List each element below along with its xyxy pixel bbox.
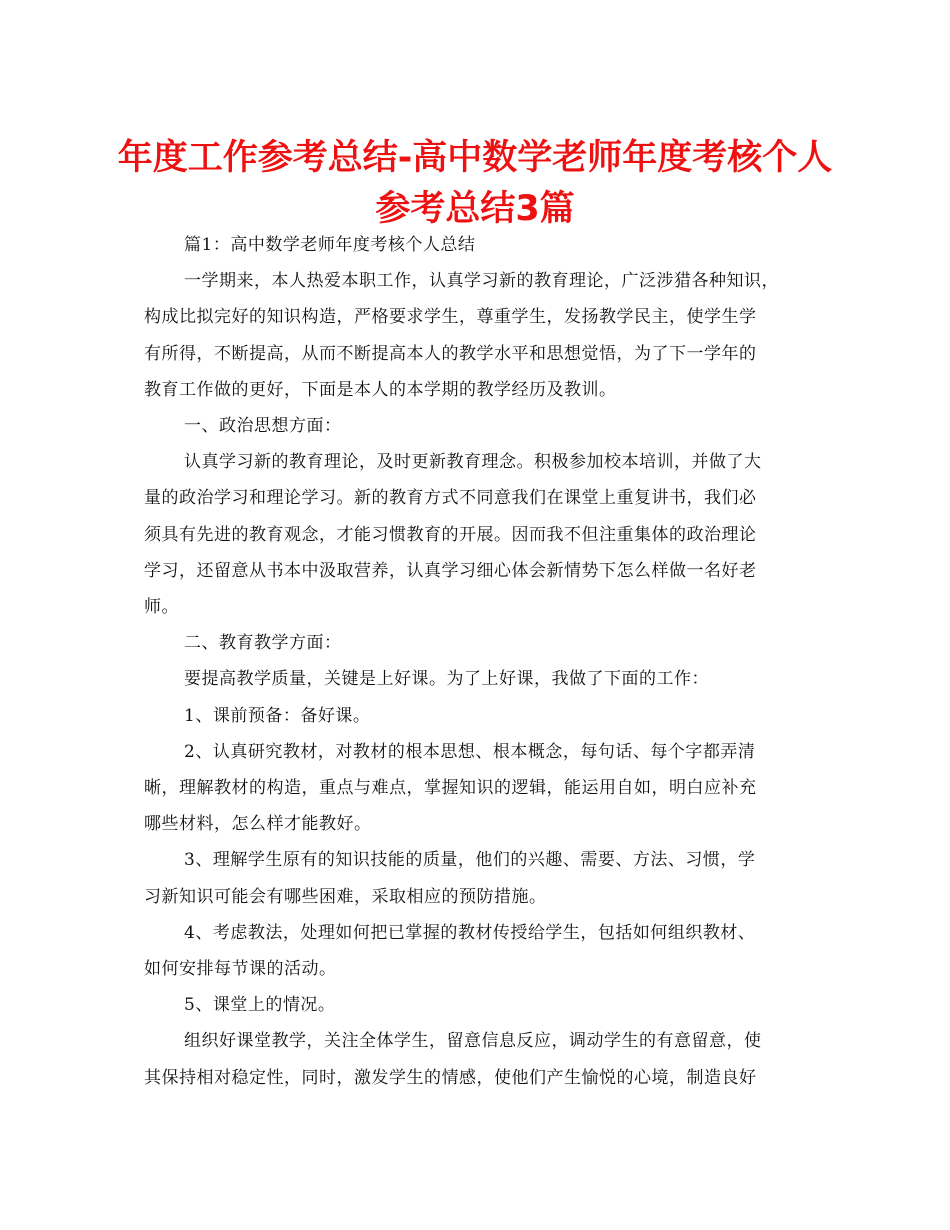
body-line: 二、教育教学方面： <box>184 633 342 654</box>
body-line: 构成比拟完好的知识构造，严格要求学生，尊重学生，发扬教学民主，使学生学 <box>144 307 757 328</box>
body-line: 教育工作做的更好，下面是本人的本学期的教学经历及教训。 <box>144 379 617 400</box>
body-line: 5、课堂上的情况。 <box>184 995 336 1016</box>
body-line: 一、政治思想方面： <box>184 416 342 436</box>
document-title-line-1: 年度工作参考总结-高中数学老师年度考核个人 <box>117 138 833 178</box>
body-line: 晰，理解教材的构造，重点与难点，掌握知识的逻辑，能运用自如，明白应补充 <box>144 778 757 798</box>
body-line: 如何安排每节课的活动。 <box>144 959 337 979</box>
body-line: 哪些材料，怎么样才能教好。 <box>144 814 372 835</box>
document-body <box>144 0 814 1230</box>
body-line: 须具有先进的教育观念，才能习惯教育的开展。因而我不但注重集体的政治理论 <box>144 524 757 545</box>
body-line: 师。 <box>144 597 179 617</box>
body-line: 1、课前预备：备好课。 <box>184 705 371 726</box>
body-line: 2、认真研究教材，对教材的根本思想、根本概念，每句话、每个字都弄清 <box>184 741 756 762</box>
body-line: 一学期来，本人热爱本职工作，认真学习新的教育理论，广泛涉猎各种知识， <box>184 271 779 292</box>
body-line: 认真学习新的教育理论，及时更新教育理念。积极参加校本培训，并做了大 <box>184 452 762 473</box>
body-line: 有所得，不断提高，从而不断提高本人的教学水平和思想觉悟，为了下一学年的 <box>144 343 757 364</box>
body-line: 其保持相对稳定性，同时，激发学生的情感，使他们产生愉悦的心境，制造良好 <box>144 1067 757 1088</box>
document-title-line-2: 参考总结3篇 <box>375 189 575 229</box>
body-line: 篇1：高中数学老师年度考核个人总结 <box>184 235 476 255</box>
body-line: 量的政治学习和理论学习。新的教育方式不同意我们在课堂上重复讲书，我们必 <box>144 488 757 509</box>
body-line: 4、考虑教法，处理如何把已掌握的教材传授给学生，包括如何组织教材、 <box>184 922 756 943</box>
body-line: 习新知识可能会有哪些困难，采取相应的预防措施。 <box>144 886 547 907</box>
body-line: 要提高教学质量，关键是上好课。为了上好课，我做了下面的工作： <box>184 669 709 690</box>
body-line: 3、理解学生原有的知识技能的质量，他们的兴趣、需要、方法、习惯，学 <box>184 850 756 871</box>
body-line: 学习，还留意从书本中汲取营养，认真学习细心体会新情势下怎么样做一名好老 <box>144 560 757 581</box>
body-line: 组织好课堂教学，关注全体学生，留意信息反应，调动学生的有意留意，使 <box>184 1031 762 1052</box>
